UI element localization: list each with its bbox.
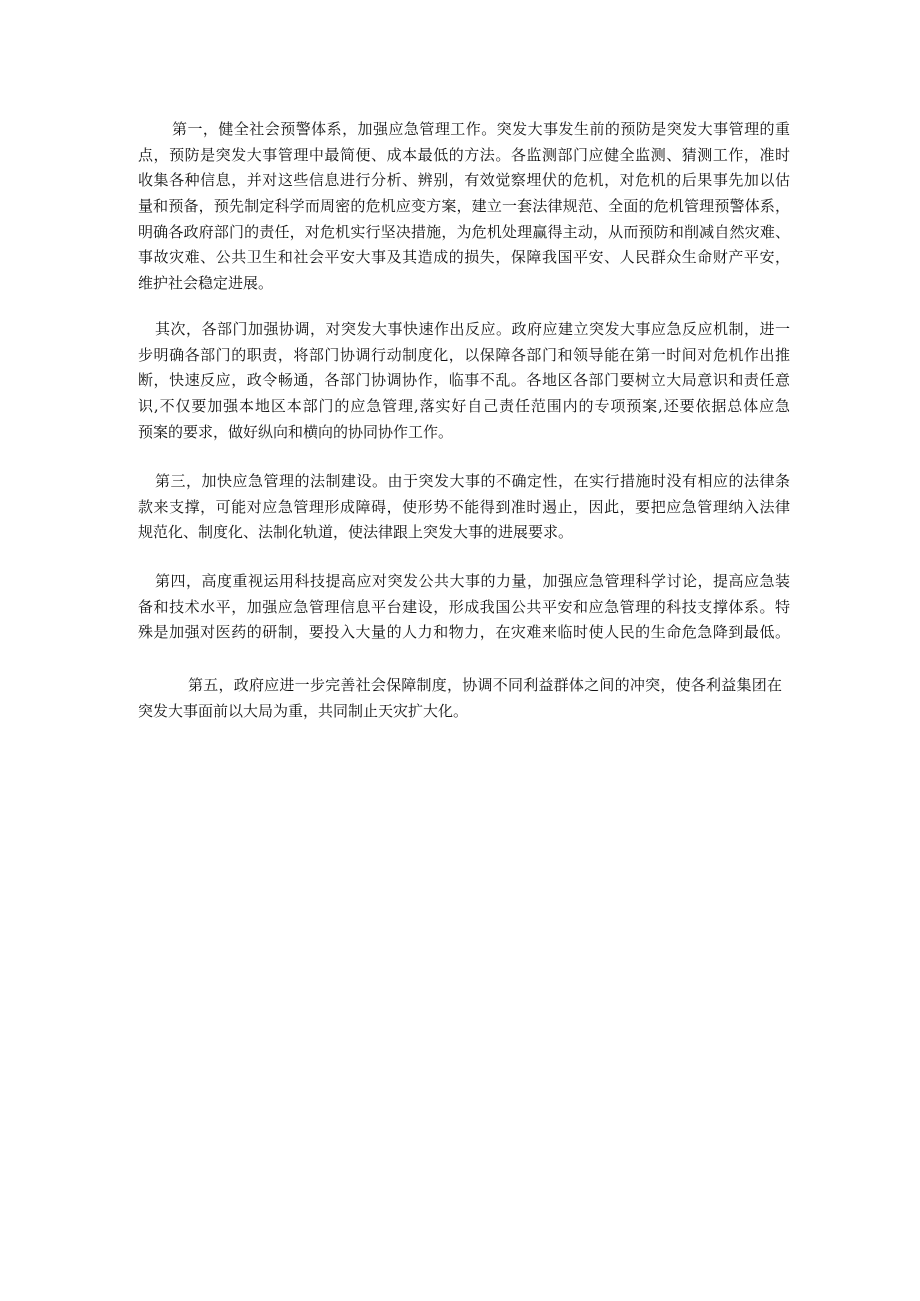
paragraph-3 [138,469,790,546]
text-line: 断，快速反应，政令畅通，各部门协调协作，临事不乱。各地区各部门要树立大局意识和责任意 [138,371,790,390]
text-line: 殊是加强对医药的研制，要投入大量的人力和物力，在灾难来临时使人民的生命危急降到最低。 [138,623,790,642]
text-line: 步明确各部门的职责，将部门协调行动制度化，以保障各部门和领导能在第一时间对危机作出推 [138,345,790,364]
paragraph-1 [138,117,790,297]
paragraph-2 [138,317,790,445]
text-line: 维护社会稳定进展。 [138,274,274,293]
text-line: 备和技术水平，加强应急管理信息平台建设，形成我国公共平安和应急管理的科技支撑体系。特 [138,597,790,616]
text-line: 事故灾难、公共卫生和社会平安大事及其造成的损失，保障我国平安、人民群众生命财产平安， [138,248,790,267]
text-line: 第一，健全社会预警体系，加强应急管理工作。突发大事发生前的预防是突发大事管理的重 [172,120,790,138]
text-line: 款来支撑，可能对应急管理形成障碍，使形势不能得到准时遏止，因此，要把应急管理纳入法律 [138,497,790,516]
text-line: 明确各政府部门的责任，对危机实行坚决措施，为危机处理赢得主动，从而预防和削减自然灾难、 [138,222,790,241]
paragraph-5 [138,673,782,724]
text-line: 第五，政府应进一步完善社会保障制度，协调不同利益群体之间的冲突，使各利益集团在 [188,676,782,694]
text-line: 识,不仅要加强本地区本部门的应急管理,落实好自己责任范围内的专项预案,还要依据总体应急 [138,397,790,416]
paragraph-4 [138,569,790,646]
text-line: 其次，各部门加强协调，对突发大事快速作出反应。政府应建立突发大事应急反应机制，进一 [155,320,790,338]
text-line: 收集各种信息，并对这些信息进行分析、辨别，有效觉察埋伏的危机，对危机的后果事先加以估 [138,171,790,190]
text-line: 规范化、制度化、法制化轨道，使法律跟上突发大事的进展要求。 [138,523,574,542]
text-line: 预案的要求，做好纵向和横向的协同协作工作。 [138,422,454,441]
text-line: 突发大事面前以大局为重，共同制止天灾扩大化。 [138,701,469,720]
text-line: 点，预防是突发大事管理中最简便、成本最低的方法。各监测部门应健全监测、猜测工作，准时 [138,145,790,164]
text-line: 量和预备，预先制定科学而周密的危机应变方案，建立一套法律规范、全面的危机管理预警体系， [138,197,790,216]
text-line: 第三，加快应急管理的法制建设。由于突发大事的不确定性，在实行措施时没有相应的法律条 [155,472,790,490]
text-line: 第四，高度重视运用科技提高应对突发公共大事的力量，加强应急管理科学讨论，提高应急装 [155,572,790,590]
